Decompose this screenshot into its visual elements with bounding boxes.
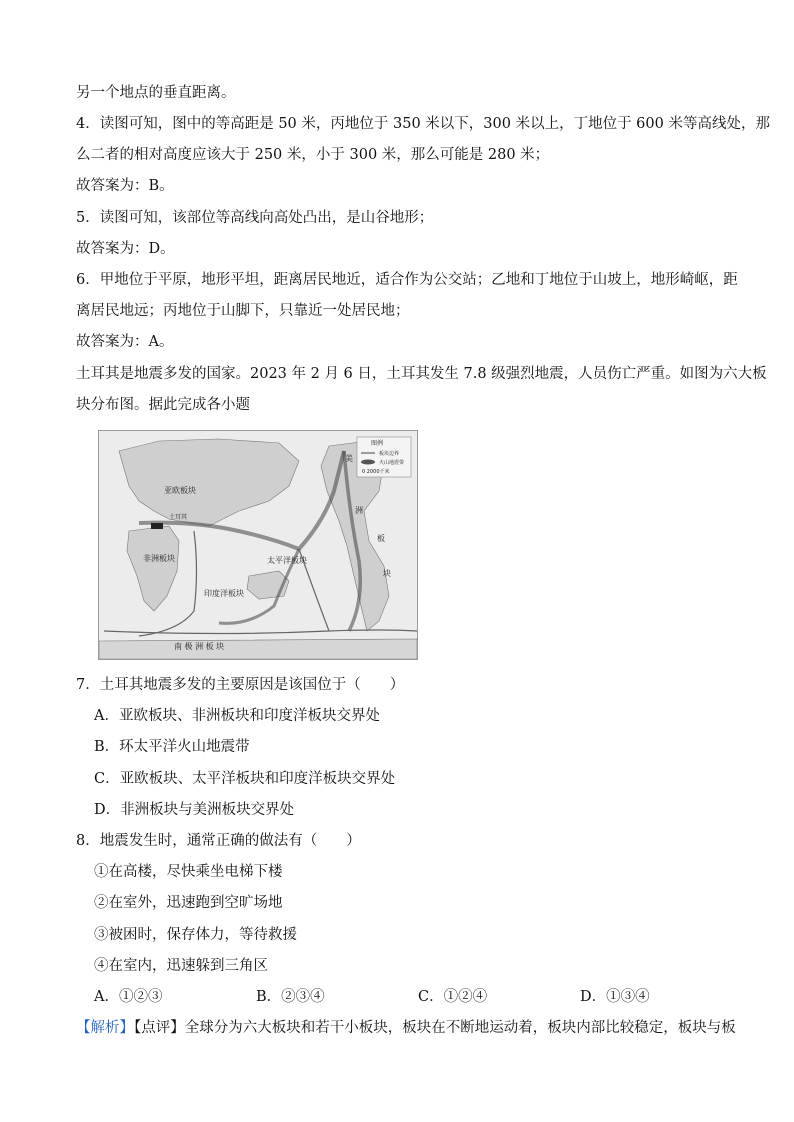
turkey-marker <box>151 523 163 529</box>
legend-boundary: 板块边界 <box>379 451 400 457</box>
q8-statement-1: ①在高楼，尽快乘坐电梯下楼 <box>94 864 283 880</box>
label-indian-plate: 印度洋板块 <box>204 589 244 598</box>
intro-line-2: 块分布图。据此完成各小题 <box>76 397 250 413</box>
answer-6-result: 故答案为：A。 <box>76 334 174 350</box>
q8-option-c[interactable]: C．①②④ <box>418 989 488 1005</box>
label-america-3: 板 <box>377 534 385 543</box>
q8-option-b[interactable]: B．②③④ <box>256 989 325 1005</box>
analysis-text: 【点评】全球分为六大板块和若干小板块，板块在不断地运动着，板块内部比较稳定，板块与板 <box>134 1020 736 1036</box>
q8-stem: 8．地震发生时，通常正确的做法有（ ） <box>76 833 361 849</box>
label-turkey: 土耳其 <box>169 514 188 521</box>
q7-option-c[interactable]: C．亚欧板块、太平洋板块和印度洋板块交界处 <box>94 771 396 787</box>
q7-option-a[interactable]: A．亚欧板块、非洲板块和印度洋板块交界处 <box>94 708 380 724</box>
answer-4-line-1: 4．读图可知，图中的等高距是 50 米，丙地位于 350 米以下，300 米以上，丁地位于 600 米等高线处，那 <box>76 116 770 132</box>
legend-title: 图例 <box>371 440 384 447</box>
label-pacific-plate: 太平洋板块 <box>267 556 307 565</box>
intro-line-1: 土耳其是地震多发的国家。2023 年 2 月 6 日，土耳其发生 7.8 级强烈地震，人员伤亡严重。如图为六大板 <box>76 366 767 382</box>
q8-statement-3: ③被困时，保存体力，等待救援 <box>94 927 297 943</box>
label-america-2: 洲 <box>355 506 363 515</box>
label-eurasia-plate: 亚欧板块 <box>164 486 196 495</box>
legend-quake-belt: 火山地震带 <box>379 460 405 466</box>
label-america-4: 块 <box>383 569 391 578</box>
answer-4-result: 故答案为：B。 <box>76 178 174 194</box>
legend-scale: 0 2000千米 <box>362 469 390 475</box>
answer-4-line-2: 么二者的相对高度应该大于 250 米，小于 300 米，那么可能是 280 米； <box>76 147 550 163</box>
antarctica-landmass <box>99 639 417 659</box>
q8-statement-2: ②在室外，迅速跑到空旷场地 <box>94 895 283 911</box>
answer-6-line-2: 离居民地远；丙地位于山脚下，只靠近一处居民地； <box>76 303 410 319</box>
analysis-line <box>76 1018 736 1038</box>
q8-option-d[interactable]: D．①③④ <box>580 989 650 1005</box>
plate-map-figure <box>98 430 418 660</box>
q8-option-a[interactable]: A．①②③ <box>94 989 163 1005</box>
plate-map-svg <box>99 431 417 659</box>
q7-option-b[interactable]: B．环太平洋火山地震带 <box>94 739 250 755</box>
map-legend <box>357 437 411 477</box>
text-line: 另一个地点的垂直距离。 <box>76 85 236 101</box>
answer-6-line-1: 6．甲地位于平原，地形平坦，距离居民地近，适合作为公交站；乙地和丁地位于山坡上，地形崎岖，距 <box>76 272 738 288</box>
q7-option-d[interactable]: D．非洲板块与美洲板块交界处 <box>94 802 295 818</box>
q8-statement-4: ④在室内，迅速躲到三角区 <box>94 958 268 974</box>
label-africa-plate: 非洲板块 <box>143 554 175 563</box>
answer-5-result: 故答案为：D。 <box>76 241 175 257</box>
label-america-1: 美 <box>345 454 353 463</box>
answer-5-line: 5．读图可知，该部位等高线向高处凸出，是山谷地形； <box>76 210 434 226</box>
analysis-tag: 【解析】 <box>76 1020 134 1036</box>
q7-stem: 7．土耳其地震多发的主要原因是该国位于（ ） <box>76 677 405 693</box>
label-antarctic-plate: 南 极 洲 板 块 <box>174 642 225 651</box>
